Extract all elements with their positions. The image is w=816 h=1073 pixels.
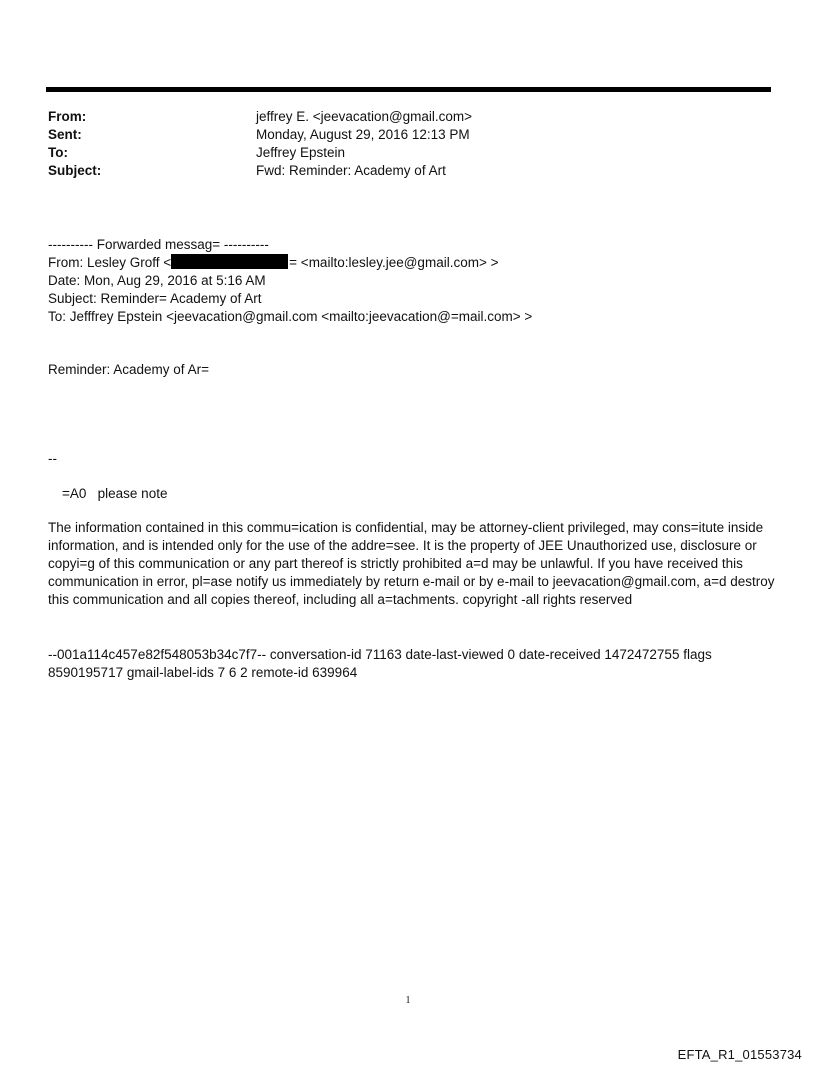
subject-value: Fwd: Reminder: Academy of Art	[256, 163, 446, 178]
forwarded-to-line: To: Jefffrey Epstein <jeevacation@gmail.com <mailto:jeevacation@=mail.com> >	[48, 309, 533, 324]
subject-label: Subject:	[48, 163, 102, 178]
please-note-line: =A0 please note	[62, 486, 168, 501]
from-label: From:	[48, 109, 87, 124]
confidentiality-disclaimer: The information contained in this commu=ication is confidential, may be attorney-client privileged, may cons=itute inside information, and is intended only for the use of the addre=see. It is the property of JEE Unauthorized use, disclosure or copyi=g of this communication or any part thereof is strictly prohibited a=d may be unlawful. If you have received this communication in error, pl=ase notify us immediately by return e-mail or by e-mail to jeevacation@gmail.com, a=d destroy this communication and all copies thereof, including all a=tachments. copyright -all rights reserved	[48, 520, 775, 607]
header-rule	[46, 87, 771, 92]
to-value: Jeffrey Epstein	[256, 145, 346, 160]
forwarded-from-line	[48, 254, 498, 272]
forwarded-separator: ---------- Forwarded messag= ----------	[48, 237, 269, 252]
bates-number: EFTA_R1_01553734	[677, 1047, 802, 1062]
forwarded-from-prefix: From: Lesley Groff <	[48, 255, 172, 270]
forwarded-date-line: Date: Mon, Aug 29, 2016 at 5:16 AM	[48, 273, 266, 288]
reminder-line: Reminder: Academy of Ar=	[48, 362, 209, 377]
sent-label: Sent:	[48, 127, 82, 142]
to-label: To:	[48, 145, 68, 160]
redaction-box	[171, 254, 288, 269]
from-value: jeffrey E. <jeevacation@gmail.com>	[256, 109, 473, 124]
forwarded-subject-line: Subject: Reminder= Academy of Art	[48, 291, 262, 306]
sent-value: Monday, August 29, 2016 12:13 PM	[256, 127, 470, 142]
signature-dashes: --	[48, 451, 57, 466]
page-number: 1	[405, 995, 411, 1006]
forwarded-from-suffix: = <mailto:lesley.jee@gmail.com> >	[289, 255, 499, 270]
message-metadata: --001a114c457e82f548053b34c7f7-- conversation-id 71163 date-last-viewed 0 date-received 1472472755 flags 8590195717 gmail-label-ids 7 6 2 remote-id 639964	[48, 647, 712, 680]
